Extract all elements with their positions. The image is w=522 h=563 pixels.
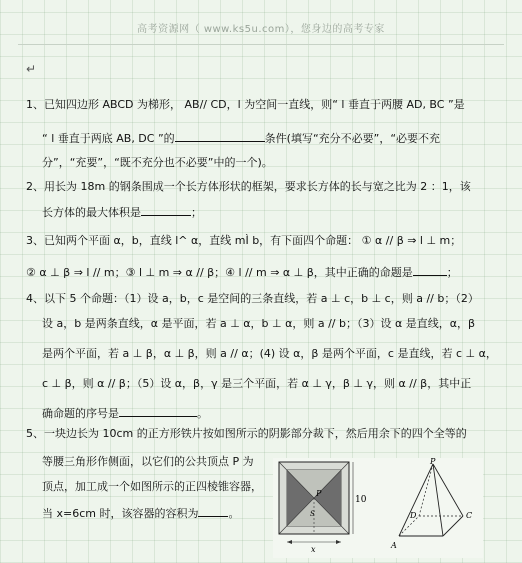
q4-line5-text: 确命题的序号是 <box>42 407 119 420</box>
q4-line2: 设 a，b 是两条直线，α 是平面，若 a ⊥ α，b ⊥ α，则 a // b；（3）设 α 是直线，α，β <box>42 317 475 330</box>
q2-line2-suffix: ； <box>191 206 202 219</box>
q1-line1: 1、已知四边形 ABCD 为梯形， AB// CD，l 为空间一直线，则“ l 垂直于两腰 AD, BC ”是 <box>26 98 465 111</box>
label-ten: 10 <box>355 495 367 505</box>
q3-answer-blank <box>413 265 447 276</box>
q5-line4-text: 当 x=6cm 时，该容器的容积为 <box>42 507 199 520</box>
header-divider <box>18 44 504 45</box>
label-p-left: P <box>316 489 322 498</box>
q5-line4-suffix: 。 <box>228 507 240 520</box>
q1-line2-text: “ l 垂直于两底 AB, DC ”的 <box>42 132 175 145</box>
q2-line1: 2、用长为 18m 的钢条围成一个长方体形状的框架，要求长方体的长与宽之比为 2 ：1，该 <box>26 180 471 193</box>
q5-line2: 等腰三角形作侧面，以它们的公共顶点 P 为 <box>42 455 254 468</box>
q2-line2-text: 长方体的最大体积是 <box>42 206 141 219</box>
q5-answer-blank <box>198 506 228 517</box>
q3-line2-suffix: ； <box>446 266 458 279</box>
q4-line5 <box>42 406 208 419</box>
q4-line1: 4、以下 5 个命题：（1）设 a，b，c 是空间的三条直线，若 a ⊥ c，b ⊥ c，则 a // b；（2） <box>26 292 479 305</box>
label-d: D <box>410 511 417 520</box>
q1-line2 <box>42 131 440 144</box>
q4-line5-suffix: 。 <box>197 407 208 420</box>
pyramid-diagram <box>390 458 472 550</box>
q3-line2 <box>26 265 458 278</box>
label-x: x <box>311 545 316 554</box>
q5-line4 <box>42 506 239 519</box>
paragraph-mark: ↵ <box>26 62 37 76</box>
q1-answer-blank <box>175 131 265 142</box>
q2-answer-blank <box>141 205 191 216</box>
q3-line2-text: ② α ⊥ β ⇒ l // m；③ l ⊥ m ⇒ α // β；④ l // m ⇒ α ⊥ β，其中正确的命题是 <box>26 266 413 279</box>
page-header: 高考资源网（ www.ks5u.com），您身边的高考专家 <box>137 24 385 35</box>
q5-figure-svg <box>273 458 483 558</box>
q1-line2-suffix: 条件(填写“充分不必要”，“必要不充 <box>264 132 441 145</box>
q4-answer-blank <box>119 406 197 417</box>
q5-line1: 5、一块边长为 10cm 的正方形铁片按如图所示的阴影部分裁下，然后用余下的四个全等的 <box>26 427 467 440</box>
q5-line3: 顶点，加工成一个如图所示的正四棱锥容器， <box>42 480 262 493</box>
q4-line3: 是两个平面，若 a ⊥ β，α ⊥ β，则 a // α；(4) 设 α，β 是两个平面，c 是直线，若 c ⊥ α， <box>42 347 497 360</box>
q1-line3: 分”，“充要”，“既不充分也不必要”中的一个)。 <box>42 156 273 169</box>
q2-line2 <box>42 205 202 218</box>
q4-line4: c ⊥ β，则 α // β；（5）设 α，β，γ 是三个平面，若 α ⊥ γ，β ⊥ γ，则 α // β，其中正 <box>42 377 472 390</box>
label-a: A <box>391 541 397 550</box>
label-p-right: P <box>430 458 436 466</box>
label-s: S <box>310 510 315 518</box>
q3-line1: 3、已知两个平面 α，b，直线 l^ α，直线 mÌ b，有下面四个命题： ① α // β ⇒ l ⊥ m； <box>26 234 462 247</box>
q5-figure <box>273 458 483 558</box>
square-sheet-diagram <box>279 462 367 554</box>
label-c: C <box>466 511 473 520</box>
